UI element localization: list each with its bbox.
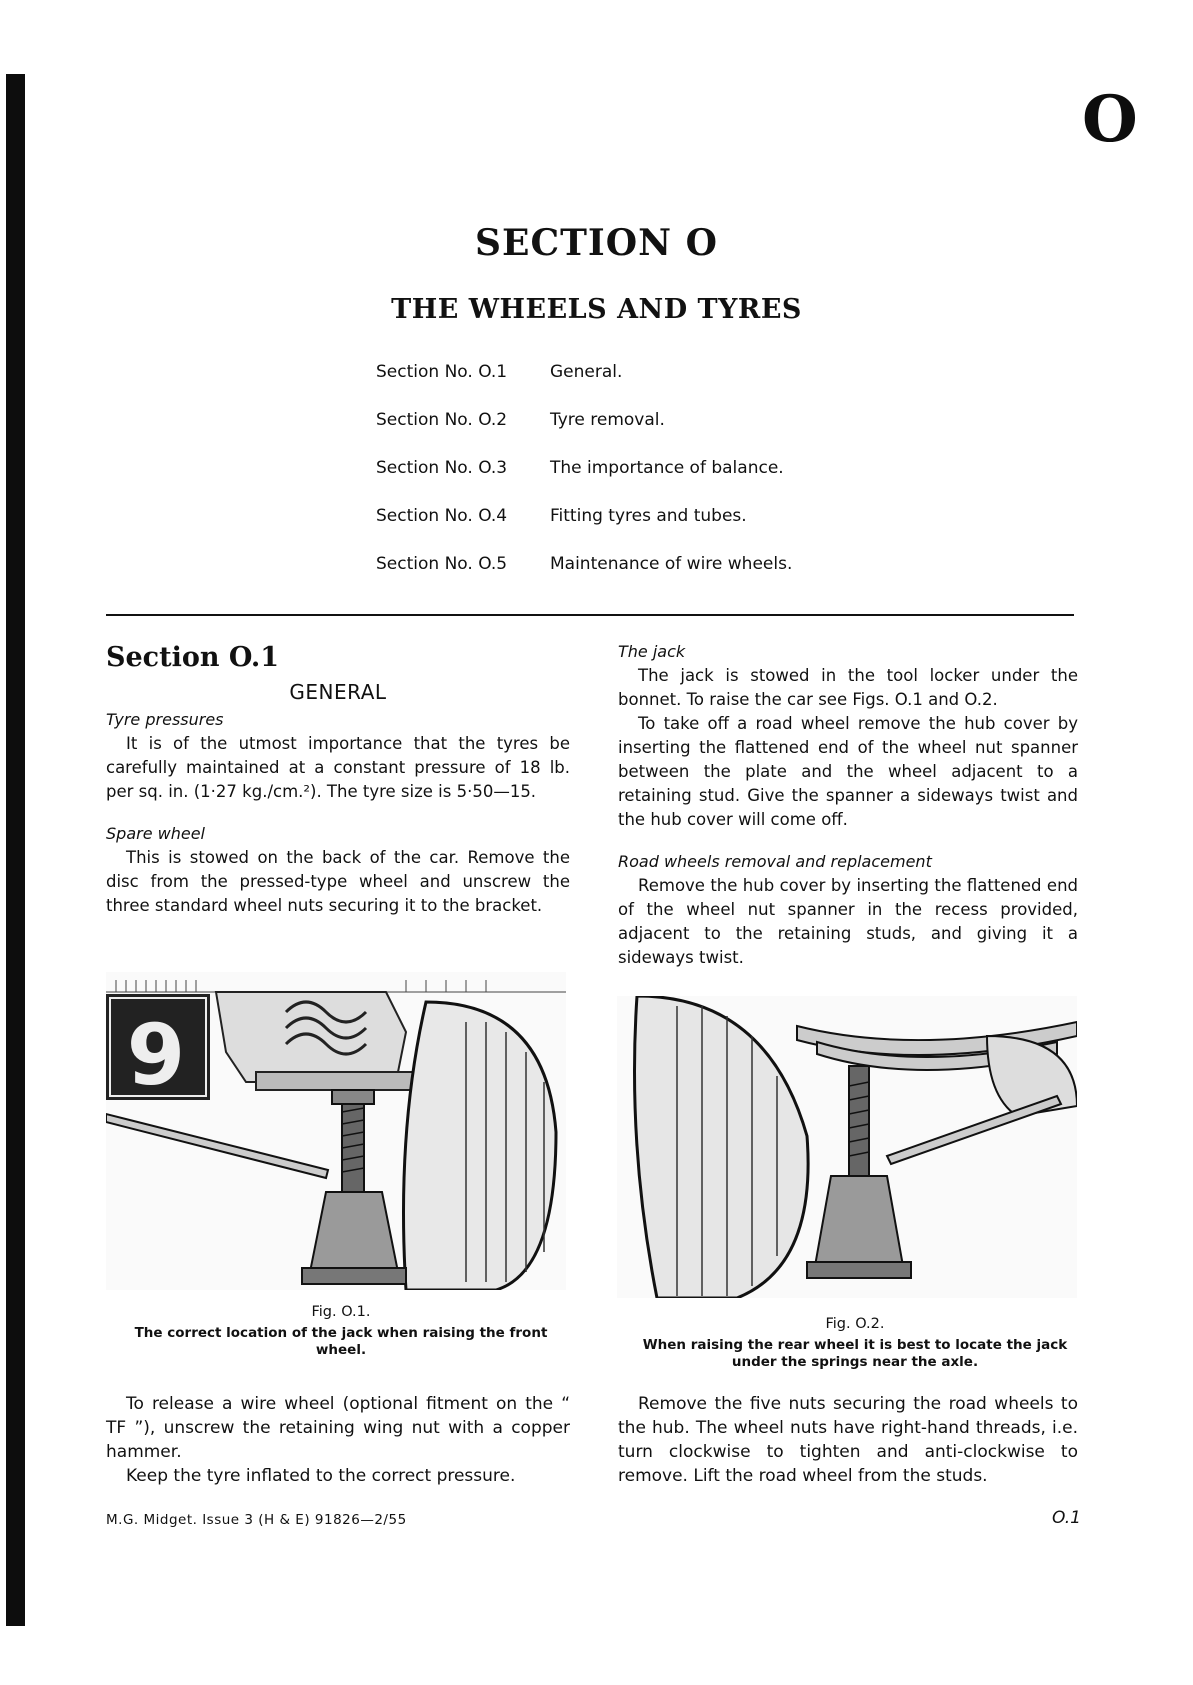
toc-section-title: Tyre removal. <box>550 410 665 430</box>
figure-o1-caption-text: The correct location of the jack when raising the front wheel. <box>134 1325 548 1358</box>
left-column <box>106 640 570 918</box>
bottom-left-text <box>106 1392 570 1488</box>
figure-o1-illustration <box>106 972 566 1290</box>
bottom-right-text <box>618 1392 1078 1488</box>
section-heading: Section O.1 <box>106 642 280 673</box>
jack-text-1: The jack is stowed in the tool locker under the bonnet. To raise the car see Figs. O.1 and O.2. <box>618 666 1078 709</box>
road-wheels-heading: Road wheels removal and replacement <box>618 852 932 871</box>
toc-section-title: The importance of balance. <box>550 458 784 478</box>
toc-section-title: General. <box>550 362 623 382</box>
jack-front-wheel-drawing <box>106 972 566 1290</box>
figure-o2-caption-text: When raising the rear wheel it is best to locate the jack under the springs near the axle. <box>642 1337 1068 1370</box>
toc-section-title: Fitting tyres and tubes. <box>550 506 747 526</box>
page-section-letter: O <box>1082 82 1138 157</box>
toc-row <box>376 458 876 506</box>
spare-wheel-text: This is stowed on the back of the car. Remove the disc from the pressed-type wheel and unscrew the three standard wheel nuts securing it to the bracket. <box>106 848 570 915</box>
number-plate-digit: 9 <box>126 1006 186 1104</box>
toc-section-number: Section No. O.5 <box>376 554 508 574</box>
figure-o2-caption <box>640 1316 1070 1371</box>
toc-row <box>376 506 876 554</box>
wire-wheel-text: To release a wire wheel (optional fitment on the “ TF ”), unscrew the retaining wing nut with a copper hammer. <box>106 1394 570 1462</box>
figure-o1-caption <box>126 1304 556 1359</box>
section-title: SECTION O <box>475 222 718 264</box>
toc-section-number: Section No. O.3 <box>376 458 508 478</box>
toc-row <box>376 362 876 410</box>
tyre-pressures-text: It is of the utmost importance that the tyres be carefully maintained at a constant pressure of 18 lb. per sq. in. (1·27 kg./cm.²). The tyre size is 5·50—15. <box>106 734 570 801</box>
figure-o1-label: Fig. O.1. <box>311 1304 371 1320</box>
toc-row <box>376 410 876 458</box>
road-wheel-nuts-text: Remove the five nuts securing the road wheels to the hub. The wheel nuts have right-hand threads, i.e. turn clockwise to tighten and anti-clockwise to remove. Lift the road wheel from the studs. <box>618 1394 1078 1486</box>
tyre-pressures-heading: Tyre pressures <box>106 710 224 729</box>
horizontal-divider <box>106 614 1074 616</box>
footer-page-number: O.1 <box>1052 1508 1081 1528</box>
jack-heading: The jack <box>618 642 686 661</box>
figure-o2-illustration <box>617 996 1077 1298</box>
jack-rear-wheel-drawing <box>617 996 1077 1298</box>
section-subtitle: THE WHEELS AND TYRES <box>391 294 802 325</box>
table-of-contents <box>376 362 876 602</box>
section-subheading: GENERAL <box>289 680 387 704</box>
footer-publication-info: M.G. Midget. Issue 3 (H & E) 91826—2/55 <box>106 1512 407 1528</box>
figure-o2-label: Fig. O.2. <box>825 1316 885 1332</box>
toc-section-title: Maintenance of wire wheels. <box>550 554 793 574</box>
toc-section-number: Section No. O.4 <box>376 506 508 526</box>
toc-row <box>376 554 876 602</box>
toc-section-number: Section No. O.2 <box>376 410 508 430</box>
road-wheels-text: Remove the hub cover by inserting the flattened end of the wheel nut spanner in the recess provided, adjacent to the retaining studs, and giving it a sideways twist. <box>618 876 1078 967</box>
tyre-inflation-text: Keep the tyre inflated to the correct pressure. <box>126 1466 516 1486</box>
right-column <box>618 640 1078 970</box>
spare-wheel-heading: Spare wheel <box>106 824 205 843</box>
toc-section-number: Section No. O.1 <box>376 362 508 382</box>
jack-text-2: To take off a road wheel remove the hub cover by inserting the flattened end of the wheel nut spanner between the plate and the wheel adjacent to a retaining stud. Give the spanner a sideways twist and the hub cover will come off. <box>618 714 1078 829</box>
